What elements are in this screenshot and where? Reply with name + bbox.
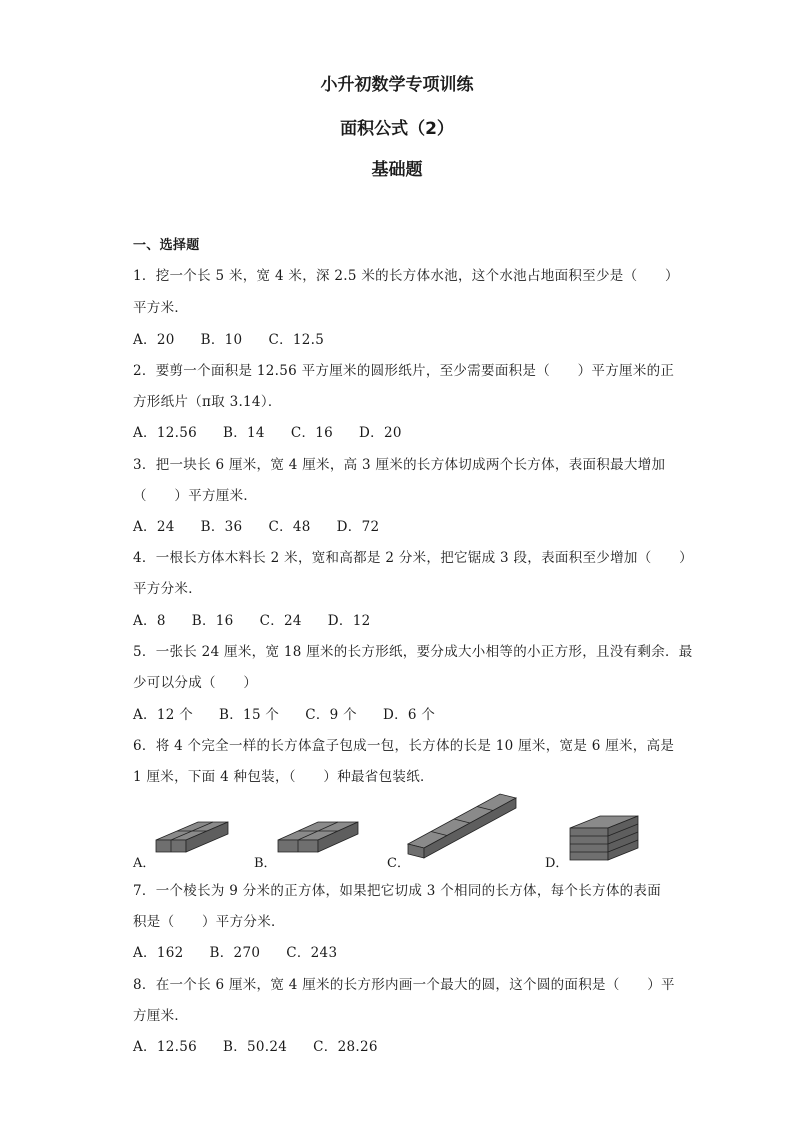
doc-level: 基础题 xyxy=(371,160,423,180)
question-1-options xyxy=(133,328,350,348)
option-b[interactable]: B．10 xyxy=(200,332,243,348)
option-d[interactable]: D．20 xyxy=(359,425,402,441)
doc-subtitle: 面积公式（2） xyxy=(340,119,454,139)
package-figure-a xyxy=(150,808,235,864)
option-d[interactable]: D．72 xyxy=(336,519,380,535)
question-8-line-2: 方厘米． xyxy=(133,1008,189,1024)
option-c[interactable]: C．9 个 xyxy=(305,707,357,723)
question-3-line-1: 3．把一块长 6 厘米，宽 4 厘米，高 3 厘米的长方体切成两个长方体，表面积最大增加 xyxy=(133,457,666,473)
option-b-label[interactable]: B． xyxy=(254,856,277,871)
question-2-options xyxy=(133,421,428,441)
option-a[interactable]: A．12 个 xyxy=(133,707,194,723)
option-c[interactable]: C．24 xyxy=(259,613,302,629)
package-figure-d xyxy=(564,812,644,866)
option-a[interactable]: A．8 xyxy=(133,613,166,629)
option-b[interactable]: B．270 xyxy=(209,945,261,961)
question-3-line-2: （ ）平方厘米． xyxy=(133,488,258,504)
option-c[interactable]: C．28.26 xyxy=(313,1039,378,1055)
question-4-line-2: 平方分米． xyxy=(133,581,202,597)
question-4-options xyxy=(133,609,396,629)
option-c[interactable]: C．48 xyxy=(268,519,311,535)
option-b[interactable]: B．16 xyxy=(191,613,234,629)
doc-title: 小升初数学专项训练 xyxy=(320,75,474,95)
option-d-label[interactable]: D． xyxy=(545,856,569,871)
question-1-line-1: 1．挖一个长 5 米，宽 4 米，深 2.5 米的长方体水池，这个水池占地面积至少是（ ） xyxy=(133,268,679,284)
question-8-line-1: 8．在一个长 6 厘米，宽 4 厘米的长方形内画一个最大的圆，这个圆的面积是（ ）平 xyxy=(133,977,675,993)
question-7-line-1: 7．一个棱长为 9 分米的正方体，如果把它切成 3 个相同的长方体，每个长方体的表面 xyxy=(133,883,662,899)
option-b[interactable]: B．36 xyxy=(200,519,243,535)
question-3-options xyxy=(133,515,405,535)
question-7-line-2: 积是（ ）平方分米． xyxy=(133,914,285,930)
option-a[interactable]: A．12.56 xyxy=(133,425,197,441)
option-d[interactable]: D．12 xyxy=(327,613,371,629)
option-c-label[interactable]: C． xyxy=(387,856,410,871)
option-a-label[interactable]: A． xyxy=(133,856,156,871)
question-5-line-2: 少可以分成（ ） xyxy=(133,675,258,691)
option-d[interactable]: D．6 个 xyxy=(382,707,436,723)
option-b[interactable]: B．14 xyxy=(223,425,265,441)
question-7-options xyxy=(133,941,363,961)
question-5-line-1: 5．一张长 24 厘米，宽 18 厘米的长方形纸，要分成大小相等的小正方形，且没有剩余．最 xyxy=(133,644,693,660)
option-a[interactable]: A．24 xyxy=(133,519,175,535)
option-a[interactable]: A．20 xyxy=(133,332,175,348)
option-c[interactable]: C．16 xyxy=(290,425,334,441)
question-2-line-2: 方形纸片（π取 3.14）． xyxy=(133,394,282,410)
package-figure-b xyxy=(272,808,364,864)
question-1-line-2: 平方米． xyxy=(133,300,189,316)
option-a[interactable]: A．12.56 xyxy=(133,1039,197,1055)
question-8-options xyxy=(133,1035,404,1055)
option-c[interactable]: C．243 xyxy=(286,945,338,961)
option-c[interactable]: C．12.5 xyxy=(268,332,325,348)
section-heading: 一、选择题 xyxy=(133,238,200,253)
question-6-line-1: 6．将 4 个完全一样的长方体盒子包成一包，长方体的长是 10 厘米，宽是 6 厘米，高是 xyxy=(133,738,675,754)
option-b[interactable]: B．50.24 xyxy=(223,1039,288,1055)
question-5-options xyxy=(133,703,461,723)
question-6-line-2: 1 厘米，下面 4 种包装，（ ）种最省包装纸． xyxy=(133,769,434,785)
package-figure-c xyxy=(404,786,524,866)
option-a[interactable]: A．162 xyxy=(133,945,184,961)
question-4-line-1: 4．一根长方体木料长 2 米，宽和高都是 2 分米，把它锯成 3 段，表面积至少增加（ ） xyxy=(133,550,693,566)
question-2-line-1: 2．要剪一个面积是 12.56 平方厘米的圆形纸片，至少需要面积是（ ）平方厘米的正 xyxy=(133,363,675,379)
option-b[interactable]: B．15 个 xyxy=(219,707,280,723)
